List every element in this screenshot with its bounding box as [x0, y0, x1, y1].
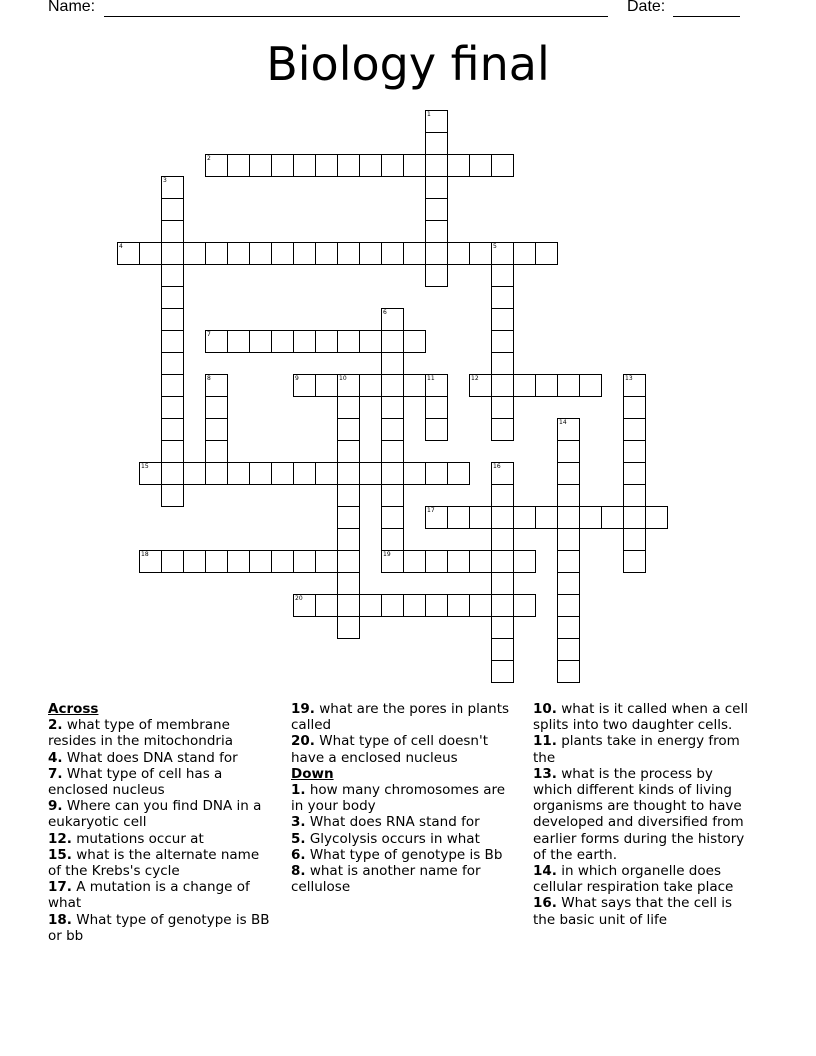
crossword-cell[interactable]: [425, 462, 448, 485]
clue-down-3: [291, 814, 513, 830]
crossword-cell[interactable]: [403, 550, 426, 573]
clue-number: 8.: [291, 863, 306, 880]
crossword-cell[interactable]: [425, 198, 448, 221]
clue-text: What type of genotype is BB or bb: [48, 911, 270, 944]
crossword-cell[interactable]: [315, 594, 338, 617]
crossword-cell[interactable]: [337, 528, 360, 551]
clue-down-6: [291, 847, 513, 863]
crossword-cell[interactable]: [337, 616, 360, 639]
crossword-cell[interactable]: [491, 242, 514, 265]
crossword-cell[interactable]: [381, 484, 404, 507]
clue-number-label: 15: [141, 463, 149, 470]
crossword-cell[interactable]: [337, 440, 360, 463]
clue-number-label: 20: [295, 595, 303, 602]
crossword-cell[interactable]: [623, 506, 646, 529]
crossword-cell[interactable]: [139, 550, 162, 573]
crossword-cell[interactable]: [249, 154, 272, 177]
crossword-cell[interactable]: [557, 594, 580, 617]
crossword-cell[interactable]: [425, 264, 448, 287]
crossword-cell[interactable]: [447, 594, 470, 617]
clue-down-13: [533, 766, 755, 863]
crossword-cell[interactable]: [623, 440, 646, 463]
crossword-cell[interactable]: [359, 462, 382, 485]
crossword-cell[interactable]: [359, 374, 382, 397]
clue-text: What type of genotype is Bb: [309, 846, 503, 863]
crossword-cell[interactable]: [381, 594, 404, 617]
crossword-cell[interactable]: [513, 594, 536, 617]
clue-number-label: 19: [383, 551, 391, 558]
crossword-cell[interactable]: [271, 242, 294, 265]
crossword-cell[interactable]: [469, 550, 492, 573]
crossword-cell[interactable]: [337, 572, 360, 595]
crossword-cell[interactable]: [139, 462, 162, 485]
crossword-cell[interactable]: [425, 594, 448, 617]
clue-number-label: 4: [119, 243, 123, 250]
clue-across-17: [48, 879, 270, 911]
clue-down-14: [533, 863, 755, 895]
crossword-cell[interactable]: [139, 242, 162, 265]
crossword-cell[interactable]: [205, 418, 228, 441]
crossword-cell[interactable]: [557, 638, 580, 661]
crossword-cell[interactable]: [337, 506, 360, 529]
clue-number: 12.: [48, 830, 72, 847]
crossword-cell[interactable]: [293, 594, 316, 617]
crossword-cell[interactable]: [491, 308, 514, 331]
crossword-cell[interactable]: [447, 550, 470, 573]
crossword-cell[interactable]: [337, 330, 360, 353]
crossword-cell[interactable]: [337, 374, 360, 397]
clue-number-label: 11: [427, 375, 435, 382]
crossword-cell[interactable]: [623, 396, 646, 419]
crossword-cell[interactable]: [205, 462, 228, 485]
crossword-cell[interactable]: [469, 374, 492, 397]
crossword-cell[interactable]: [161, 352, 184, 375]
clue-number: 7.: [48, 765, 63, 782]
crossword-cell[interactable]: [161, 484, 184, 507]
clues-column-1: [48, 701, 270, 944]
crossword-cell[interactable]: [249, 330, 272, 353]
clue-across-19: [291, 701, 513, 733]
clue-number-label: 13: [625, 375, 633, 382]
crossword-cell[interactable]: [381, 528, 404, 551]
crossword-cell[interactable]: [205, 154, 228, 177]
crossword-cell[interactable]: [161, 440, 184, 463]
crossword-cell[interactable]: [535, 242, 558, 265]
crossword-cell[interactable]: [403, 330, 426, 353]
crossword-cell[interactable]: [315, 550, 338, 573]
crossword-cell[interactable]: [359, 594, 382, 617]
crossword-cell[interactable]: [337, 484, 360, 507]
page-title: Biology final: [266, 37, 550, 91]
crossword-cell[interactable]: [447, 462, 470, 485]
crossword-cell[interactable]: [557, 506, 580, 529]
clue-number: 4.: [48, 749, 63, 766]
clue-number: 15.: [48, 846, 72, 863]
crossword-cell[interactable]: [425, 154, 448, 177]
clue-number: 16.: [533, 895, 557, 912]
crossword-cell[interactable]: [249, 550, 272, 573]
crossword-cell[interactable]: [557, 550, 580, 573]
crossword-cell[interactable]: [425, 110, 448, 133]
clue-text: What type of cell doesn't have a enclosed nucleus: [291, 733, 488, 766]
clue-number: 13.: [533, 765, 557, 782]
clue-number: 1.: [291, 782, 306, 799]
crossword-cell[interactable]: [491, 286, 514, 309]
clue-number: 18.: [48, 911, 72, 928]
crossword-cell[interactable]: [425, 396, 448, 419]
crossword-cell[interactable]: [293, 242, 316, 265]
clue-down-11: [533, 733, 755, 765]
clue-number-label: 18: [141, 551, 149, 558]
crossword-cell[interactable]: [601, 506, 624, 529]
crossword-cell[interactable]: [161, 396, 184, 419]
crossword-cell[interactable]: [491, 528, 514, 551]
crossword-cell[interactable]: [403, 374, 426, 397]
clue-across-7: [48, 766, 270, 798]
crossword-cell[interactable]: [645, 506, 668, 529]
crossword-cell[interactable]: [293, 374, 316, 397]
crossword-cell[interactable]: [337, 154, 360, 177]
crossword-cell[interactable]: [227, 154, 250, 177]
clue-text: What says that the cell is the basic unit of life: [533, 895, 733, 928]
crossword-cell[interactable]: [359, 242, 382, 265]
crossword-cell[interactable]: [161, 550, 184, 573]
crossword-cell[interactable]: [315, 154, 338, 177]
clue-down-8: [291, 863, 513, 895]
crossword-cell[interactable]: [161, 286, 184, 309]
crossword-cell[interactable]: [491, 484, 514, 507]
crossword-cell[interactable]: [271, 154, 294, 177]
clue-number-label: 9: [295, 375, 299, 382]
clue-across-4: [48, 750, 270, 766]
crossword-cell[interactable]: [381, 352, 404, 375]
crossword-cell[interactable]: [161, 330, 184, 353]
clue-across-12: [48, 831, 270, 847]
crossword-cell[interactable]: [491, 374, 514, 397]
crossword-cell[interactable]: [359, 154, 382, 177]
crossword-cell[interactable]: [337, 396, 360, 419]
crossword-cell[interactable]: [491, 638, 514, 661]
crossword-cell[interactable]: [337, 462, 360, 485]
crossword-cell[interactable]: [315, 462, 338, 485]
crossword-cell[interactable]: [491, 550, 514, 573]
crossword-cell[interactable]: [623, 484, 646, 507]
crossword-cell[interactable]: [491, 418, 514, 441]
clue-text: what type of membrane resides in the mitochondria: [48, 717, 233, 750]
crossword-cell[interactable]: [513, 550, 536, 573]
crossword-cell[interactable]: [557, 660, 580, 683]
crossword-cell[interactable]: [425, 242, 448, 265]
clue-number: 2.: [48, 717, 63, 734]
crossword-cell[interactable]: [205, 396, 228, 419]
clue-number-label: 6: [383, 309, 387, 316]
crossword-cell[interactable]: [381, 418, 404, 441]
clue-across-20: [291, 733, 513, 765]
name-label: Name:: [48, 0, 96, 15]
clue-number: 5.: [291, 830, 306, 847]
crossword-cell[interactable]: [271, 462, 294, 485]
clue-number-label: 17: [427, 507, 435, 514]
crossword-cell[interactable]: [491, 660, 514, 683]
crossword-cell[interactable]: [381, 330, 404, 353]
crossword-cell[interactable]: [513, 506, 536, 529]
crossword-cell[interactable]: [381, 396, 404, 419]
crossword-cell[interactable]: [249, 242, 272, 265]
crossword-cell[interactable]: [161, 264, 184, 287]
crossword-cell[interactable]: [205, 330, 228, 353]
crossword-cell[interactable]: [447, 154, 470, 177]
crossword-cell[interactable]: [315, 374, 338, 397]
crossword-cell[interactable]: [403, 594, 426, 617]
crossword-cell[interactable]: [579, 506, 602, 529]
crossword-cell[interactable]: [557, 528, 580, 551]
crossword-cell[interactable]: [161, 374, 184, 397]
crossword-cell[interactable]: [469, 506, 492, 529]
crossword-cell[interactable]: [293, 330, 316, 353]
clue-number: 20.: [291, 733, 315, 750]
crossword-cell[interactable]: [513, 242, 536, 265]
clue-text: what is another name for cellulose: [291, 863, 481, 896]
crossword-cell[interactable]: [557, 374, 580, 397]
crossword-cell[interactable]: [315, 242, 338, 265]
crossword-cell[interactable]: [513, 374, 536, 397]
clue-text: Where can you find DNA in a eukaryotic cell: [48, 798, 262, 831]
crossword-cell[interactable]: [381, 550, 404, 573]
crossword-cell[interactable]: [381, 308, 404, 331]
clue-number-label: 5: [493, 243, 497, 250]
crossword-cell[interactable]: [183, 550, 206, 573]
clue-number: 14.: [533, 863, 557, 880]
crossword-cell[interactable]: [491, 330, 514, 353]
clues-column-2: [291, 701, 513, 895]
clue-text: What type of cell has a enclosed nucleus: [48, 765, 223, 799]
clue-text: what is the alternate name of the Krebs's cycle: [48, 846, 260, 880]
clue-across-2: [48, 717, 270, 749]
crossword-cell[interactable]: [403, 462, 426, 485]
clue-across-15: [48, 847, 270, 879]
clue-down-5: [291, 831, 513, 847]
crossword-cell[interactable]: [337, 594, 360, 617]
crossword-cell[interactable]: [623, 418, 646, 441]
clue-number-label: 8: [207, 375, 211, 382]
crossword-cell[interactable]: [491, 506, 514, 529]
crossword-cell[interactable]: [491, 264, 514, 287]
clue-number: 11.: [533, 733, 557, 750]
clue-text: what is the process by which different kinds of living organisms are thought to have developed and diversified from earlier forms during the history of the earth.: [533, 765, 745, 863]
crossword-cell[interactable]: [557, 462, 580, 485]
crossword-cell[interactable]: [469, 154, 492, 177]
clue-down-1: [291, 782, 513, 814]
crossword-cell[interactable]: [491, 594, 514, 617]
crossword-cell[interactable]: [359, 330, 382, 353]
crossword-cell[interactable]: [183, 462, 206, 485]
crossword-cell[interactable]: [381, 242, 404, 265]
crossword-cell[interactable]: [293, 154, 316, 177]
crossword-cell[interactable]: [557, 418, 580, 441]
crossword-cell[interactable]: [447, 242, 470, 265]
crossword-cell[interactable]: [293, 462, 316, 485]
clues-column-3: [533, 701, 755, 928]
clue-text: in which organelle does cellular respiration take place: [533, 863, 734, 896]
crossword-cell[interactable]: [205, 374, 228, 397]
clue-text: mutations occur at: [76, 830, 204, 847]
clue-number-label: 2: [207, 155, 211, 162]
clue-text: What does DNA stand for: [66, 749, 238, 766]
crossword-cell[interactable]: [403, 242, 426, 265]
crossword-cell[interactable]: [425, 418, 448, 441]
crossword-cell[interactable]: [381, 506, 404, 529]
crossword-cell[interactable]: [205, 242, 228, 265]
clue-down-16: [533, 895, 755, 927]
crossword-cell[interactable]: [491, 616, 514, 639]
clue-text: plants take in energy from the: [533, 733, 740, 766]
crossword-cell[interactable]: [557, 616, 580, 639]
crossword-cell[interactable]: [491, 154, 514, 177]
crossword-cell[interactable]: [381, 440, 404, 463]
crossword-cell[interactable]: [403, 154, 426, 177]
clue-number-label: 16: [493, 463, 501, 470]
crossword-cell[interactable]: [271, 550, 294, 573]
crossword-cell[interactable]: [557, 572, 580, 595]
crossword-cell[interactable]: [491, 572, 514, 595]
crossword-cell[interactable]: [447, 506, 470, 529]
clue-number: 6.: [291, 846, 306, 863]
crossword-cell[interactable]: [491, 352, 514, 375]
crossword-cell[interactable]: [579, 374, 602, 397]
across-heading: Across: [48, 701, 99, 717]
crossword-cell[interactable]: [469, 594, 492, 617]
crossword-cell[interactable]: [425, 374, 448, 397]
crossword-cell[interactable]: [337, 242, 360, 265]
clue-text: A mutation is a change of what: [48, 879, 250, 912]
clue-number: 17.: [48, 879, 72, 896]
clue-number-label: 10: [339, 375, 347, 382]
crossword-cell[interactable]: [425, 220, 448, 243]
crossword-cell[interactable]: [293, 550, 316, 573]
clue-text: What does RNA stand for: [309, 814, 480, 831]
crossword-cell[interactable]: [381, 374, 404, 397]
crossword-cell[interactable]: [623, 374, 646, 397]
crossword-cell[interactable]: [161, 176, 184, 199]
crossword-cell[interactable]: [535, 374, 558, 397]
clue-number-label: 12: [471, 375, 479, 382]
crossword-cell[interactable]: [271, 330, 294, 353]
crossword-cell[interactable]: [205, 550, 228, 573]
crossword-cell[interactable]: [161, 198, 184, 221]
clue-number: 3.: [291, 814, 306, 831]
crossword-cell[interactable]: [557, 440, 580, 463]
crossword-cell[interactable]: [205, 440, 228, 463]
clue-text: Glycolysis occurs in what: [309, 830, 480, 847]
crossword-cell[interactable]: [381, 154, 404, 177]
crossword-cell[interactable]: [161, 308, 184, 331]
clue-number-label: 1: [427, 111, 431, 118]
crossword-cell[interactable]: [557, 484, 580, 507]
clue-across-9: [48, 798, 270, 830]
crossword-cell[interactable]: [623, 462, 646, 485]
crossword-cell[interactable]: [183, 242, 206, 265]
clue-number-label: 3: [163, 177, 167, 184]
crossword-cell[interactable]: [227, 242, 250, 265]
clue-number: 19.: [291, 701, 315, 717]
crossword-cell[interactable]: [623, 550, 646, 573]
crossword-cell[interactable]: [161, 242, 184, 265]
crossword-cell[interactable]: [161, 462, 184, 485]
crossword-cell[interactable]: [315, 330, 338, 353]
crossword-cell[interactable]: [227, 462, 250, 485]
clue-number-label: 7: [207, 331, 211, 338]
crossword-cell[interactable]: [249, 462, 272, 485]
crossword-cell[interactable]: [227, 330, 250, 353]
down-heading: Down: [291, 765, 334, 782]
crossword-cell[interactable]: [491, 396, 514, 419]
crossword-cell[interactable]: [425, 176, 448, 199]
crossword-cell[interactable]: [491, 462, 514, 485]
crossword-cell[interactable]: [161, 220, 184, 243]
crossword-cell[interactable]: [469, 242, 492, 265]
clue-number: 10.: [533, 701, 557, 717]
clue-number: 9.: [48, 798, 63, 815]
clue-text: what is it called when a cell splits into two daughter cells.: [533, 701, 748, 734]
date-label: Date:: [627, 0, 666, 15]
crossword-cell[interactable]: [117, 242, 140, 265]
crossword-cell[interactable]: [227, 550, 250, 573]
clue-down-10: [533, 701, 755, 733]
crossword-cell[interactable]: [535, 506, 558, 529]
clue-text: what are the pores in plants called: [291, 701, 510, 734]
crossword-cell[interactable]: [337, 550, 360, 573]
clue-number-label: 14: [559, 419, 567, 426]
clue-text: how many chromosomes are in your body: [291, 782, 506, 815]
crossword-cell[interactable]: [623, 528, 646, 551]
crossword-cell[interactable]: [381, 462, 404, 485]
crossword-cell[interactable]: [425, 132, 448, 155]
clue-across-18: [48, 912, 270, 944]
crossword-cell[interactable]: [425, 550, 448, 573]
crossword-cell[interactable]: [161, 418, 184, 441]
crossword-cell[interactable]: [425, 506, 448, 529]
crossword-cell[interactable]: [337, 418, 360, 441]
